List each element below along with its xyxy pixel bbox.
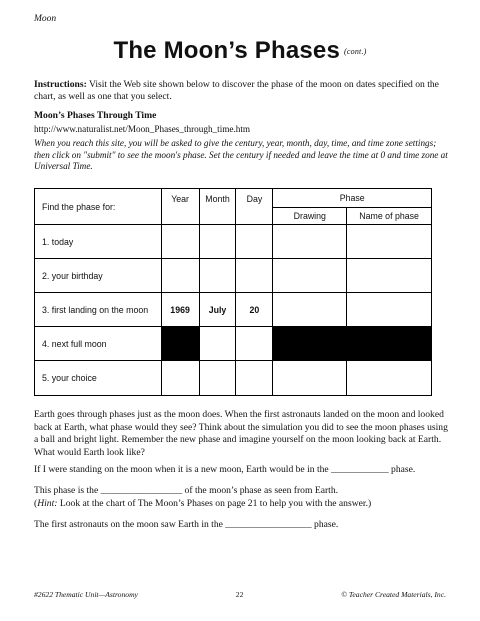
drawing-cell[interactable]	[273, 225, 347, 259]
day-cell[interactable]	[236, 225, 273, 259]
phase-cell-blocked	[273, 327, 432, 361]
phase-name-cell[interactable]	[347, 361, 432, 396]
page-title	[0, 37, 480, 65]
year-cell[interactable]	[161, 259, 199, 293]
month-cell[interactable]	[199, 225, 236, 259]
body-paragraph: Earth goes through phases just as the moon does. When the first astronauts landed on the moon and looked back at Earth, what phase would they see? Think about the simulation you did to see the moon phases using a ball and bright light. Remember the new phase and imagine yourself on the moon looking back at Earth. What would Earth look like?	[34, 409, 448, 458]
day-cell[interactable]	[236, 361, 273, 396]
drawing-cell[interactable]	[273, 361, 347, 396]
instructions-label: Instructions:	[34, 79, 87, 90]
year-cell-blocked	[161, 327, 199, 361]
row-label: 5. your choice	[35, 361, 162, 396]
page-title-main: The Moon’s Phases	[113, 37, 341, 64]
header-month: Month	[199, 189, 236, 225]
page-number: 22	[235, 590, 244, 599]
phase-table	[34, 188, 432, 396]
header-phase: Phase	[273, 189, 432, 208]
header-find: Find the phase for:	[35, 189, 162, 225]
row-label: 2. your birthday	[35, 259, 162, 293]
footer-left: #2622 Thematic Unit—Astronomy	[34, 590, 138, 599]
question-new-moon: If I were standing on the moon when it is a new moon, Earth would be in the ____________ phase.	[34, 464, 416, 475]
header-year: Year	[161, 189, 199, 225]
year-cell: 1969	[161, 293, 199, 327]
site-heading: Moon’s Phases Through Time	[34, 110, 157, 121]
site-note: When you reach this site, you will be asked to give the century, year, month, day, time, and time zone settings; then click on "submit" to see the moon's phase. Set the century if needed and leave the time at 0 and time zone at Universal Time.	[34, 138, 448, 171]
day-cell[interactable]	[236, 259, 273, 293]
row-label: 4. next full moon	[35, 327, 162, 361]
month-cell[interactable]	[199, 259, 236, 293]
footer-right: © Teacher Created Materials, Inc.	[341, 590, 446, 599]
page-title-cont: (cont.)	[344, 47, 367, 57]
table-header-row	[35, 189, 432, 208]
hint: (Hint: Look at the chart of The Moon’s Phases on page 21 to help you with the answer.)	[34, 498, 372, 509]
page-footer	[34, 590, 446, 599]
instructions	[34, 79, 449, 103]
month-cell[interactable]	[199, 327, 236, 361]
row-label: 1. today	[35, 225, 162, 259]
topic-header: Moon	[34, 14, 57, 24]
table-row	[35, 327, 432, 361]
drawing-cell[interactable]	[273, 259, 347, 293]
instructions-text: Visit the Web site shown below to discover the phase of the moon on dates specified on the chart, as well as one that you select.	[34, 79, 439, 102]
site-url[interactable]: http://www.naturalist.net/Moon_Phases_through_time.htm	[34, 124, 251, 134]
hint-text: Look at the chart of The Moon’s Phases on page 21 to help you with the answer.	[57, 498, 368, 509]
row-label: 3. first landing on the moon	[35, 293, 162, 327]
table-row	[35, 259, 432, 293]
header-name-of-phase: Name of phase	[347, 208, 432, 225]
table-row	[35, 293, 432, 327]
phase-name-cell[interactable]	[347, 293, 432, 327]
table-row	[35, 225, 432, 259]
phase-name-cell[interactable]	[347, 259, 432, 293]
month-cell: July	[199, 293, 236, 327]
day-cell: 20	[236, 293, 273, 327]
question-phase-relation: This phase is the _________________ of the moon’s phase as seen from Earth.	[34, 485, 339, 496]
month-cell[interactable]	[199, 361, 236, 396]
phase-name-cell[interactable]	[347, 225, 432, 259]
header-day: Day	[236, 189, 273, 225]
year-cell[interactable]	[161, 225, 199, 259]
header-drawing: Drawing	[273, 208, 347, 225]
drawing-cell[interactable]	[273, 293, 347, 327]
question-astronauts: The first astronauts on the moon saw Earth in the __________________ phase.	[34, 519, 339, 530]
year-cell[interactable]	[161, 361, 199, 396]
table-row	[35, 361, 432, 396]
hint-label: Hint:	[37, 498, 58, 509]
day-cell[interactable]	[236, 327, 273, 361]
